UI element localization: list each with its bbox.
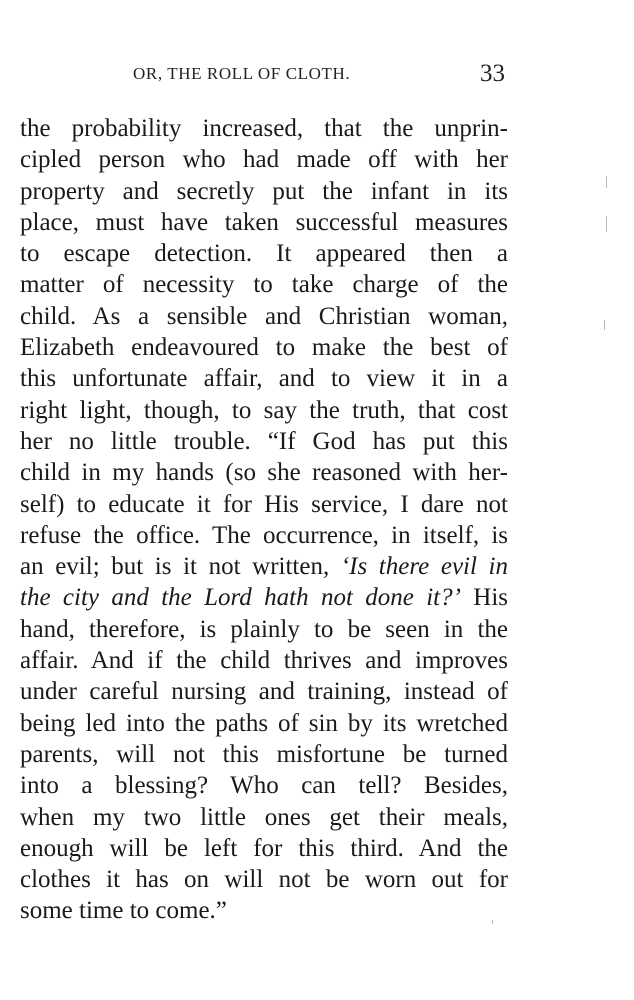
text-line: hand, therefore, is plainly to be seen in the [20,615,508,643]
text-line: right light, though, to say the truth, that cost [20,396,508,424]
running-head [0,60,634,94]
text-line: self) to educate it for His service, I dare not [20,490,508,518]
text-line [20,582,508,613]
text-line: to escape detection. It appeared then a [20,240,508,268]
text-line: under careful nursing and training, instead of [20,678,508,706]
text-line: child in my hands (so she reasoned with her- [20,459,508,487]
text-line: into a blessing? Who can tell? Besides, [20,772,508,800]
scripture-quote: the city and the Lord hath not done it?’ [20,584,461,612]
scripture-quote: ‘Is there evil in [340,553,508,581]
text-line: being led into the paths of sin by its wretched [20,709,508,737]
text-line: place, must have taken successful measures [20,208,508,236]
text-line: the probability increased, that the unprin- [20,115,508,142]
text-line: enough will be left for this third. And the [20,834,508,862]
text-line: affair. And if the child thrives and improves [20,647,508,675]
text-line: refuse the office. The occurrence, in itself, is [20,521,508,549]
text-line: when my two little ones get their meals, [20,803,508,831]
text-line: matter of necessity to take charge of the [20,271,508,299]
line-text-roman: an evil; but is it not written, [20,553,341,581]
text-line: Elizabeth endeavoured to make the best of [20,334,508,362]
text-line: child. As a sensible and Christian woman, [20,302,508,330]
page-number: 33 [480,60,505,87]
running-title: OR, THE ROLL OF CLOTH. [133,64,351,83]
text-line: her no little trouble. “If God has put this [20,427,508,455]
text-line: cipled person who had made off with her [20,146,508,174]
text-line-final: some time to come.” [20,897,227,925]
scan-mark [606,176,607,188]
scan-mark [492,920,493,924]
scan-mark [604,320,605,330]
line-text-roman: His [460,584,509,612]
text-line: this unfortunate affair, and to view it in a [20,365,508,393]
text-line: parents, will not this misfortune be turned [20,740,508,768]
text-line: clothes it has on will not be worn out for [20,866,508,894]
text-line [20,551,508,582]
text-line: property and secretly put the infant in its [20,177,508,205]
scan-mark [606,216,607,232]
body-text [20,113,508,927]
